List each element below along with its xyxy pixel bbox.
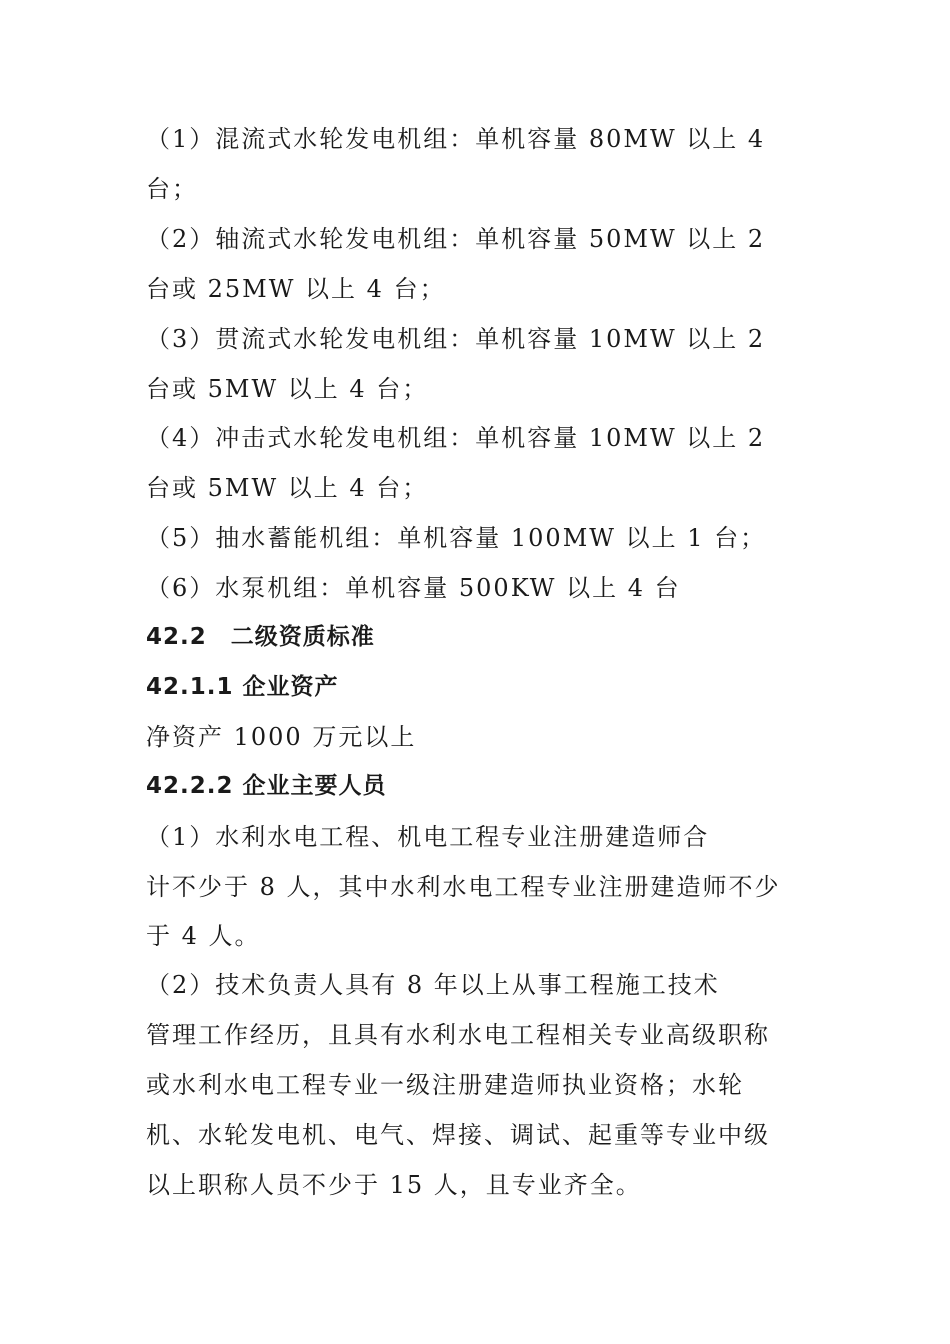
personnel-item-2-line-1: （2）技术负责人具有 8 年以上从事工程施工技术	[146, 971, 720, 999]
personnel-item-1-line-2: 计不少于 8 人，其中水利水电工程专业注册建造师不少	[146, 873, 781, 901]
assets-heading: 42.1.1 企业资产	[146, 674, 339, 700]
assets-text: 净资产 1000 万元以上	[146, 723, 417, 751]
requirement-3-line-2: 台或 5MW 以上 4 台；	[146, 375, 429, 403]
section-heading: 42.2 二级资质标准	[146, 624, 375, 650]
requirement-2-line-1: （2）轴流式水轮发电机组：单机容量 50MW 以上 2	[146, 225, 766, 253]
requirement-4-line-1: （4）冲击式水轮发电机组：单机容量 10MW 以上 2	[146, 424, 766, 452]
requirement-5-line-1: （5）抽水蓄能机组：单机容量 100MW 以上 1 台；	[146, 524, 767, 552]
requirement-6-line-1: （6）水泵机组：单机容量 500KW 以上 4 台	[146, 574, 681, 602]
personnel-item-2-line-4: 机、水轮发电机、电气、焊接、调试、起重等专业中级	[146, 1121, 770, 1149]
personnel-heading: 42.2.2 企业主要人员	[146, 773, 387, 799]
requirement-4-line-2: 台或 5MW 以上 4 台；	[146, 474, 429, 502]
personnel-item-2-line-2: 管理工作经历，且具有水利水电工程相关专业高级职称	[146, 1021, 770, 1049]
personnel-item-2-line-5: 以上职称人员不少于 15 人，且专业齐全。	[146, 1171, 642, 1199]
personnel-item-1-line-1: （1）水利水电工程、机电工程专业注册建造师合	[146, 823, 710, 851]
requirement-3-line-1: （3）贯流式水轮发电机组：单机容量 10MW 以上 2	[146, 325, 766, 353]
requirement-1-line-1: （1）混流式水轮发电机组：单机容量 80MW 以上 4	[146, 125, 766, 153]
requirement-2-line-2: 台或 25MW 以上 4 台；	[146, 275, 446, 303]
requirement-1-line-2: 台；	[146, 175, 198, 203]
personnel-item-1-line-3: 于 4 人。	[146, 922, 261, 950]
personnel-item-2-line-3: 或水利水电工程专业一级注册建造师执业资格；水轮	[146, 1071, 744, 1099]
